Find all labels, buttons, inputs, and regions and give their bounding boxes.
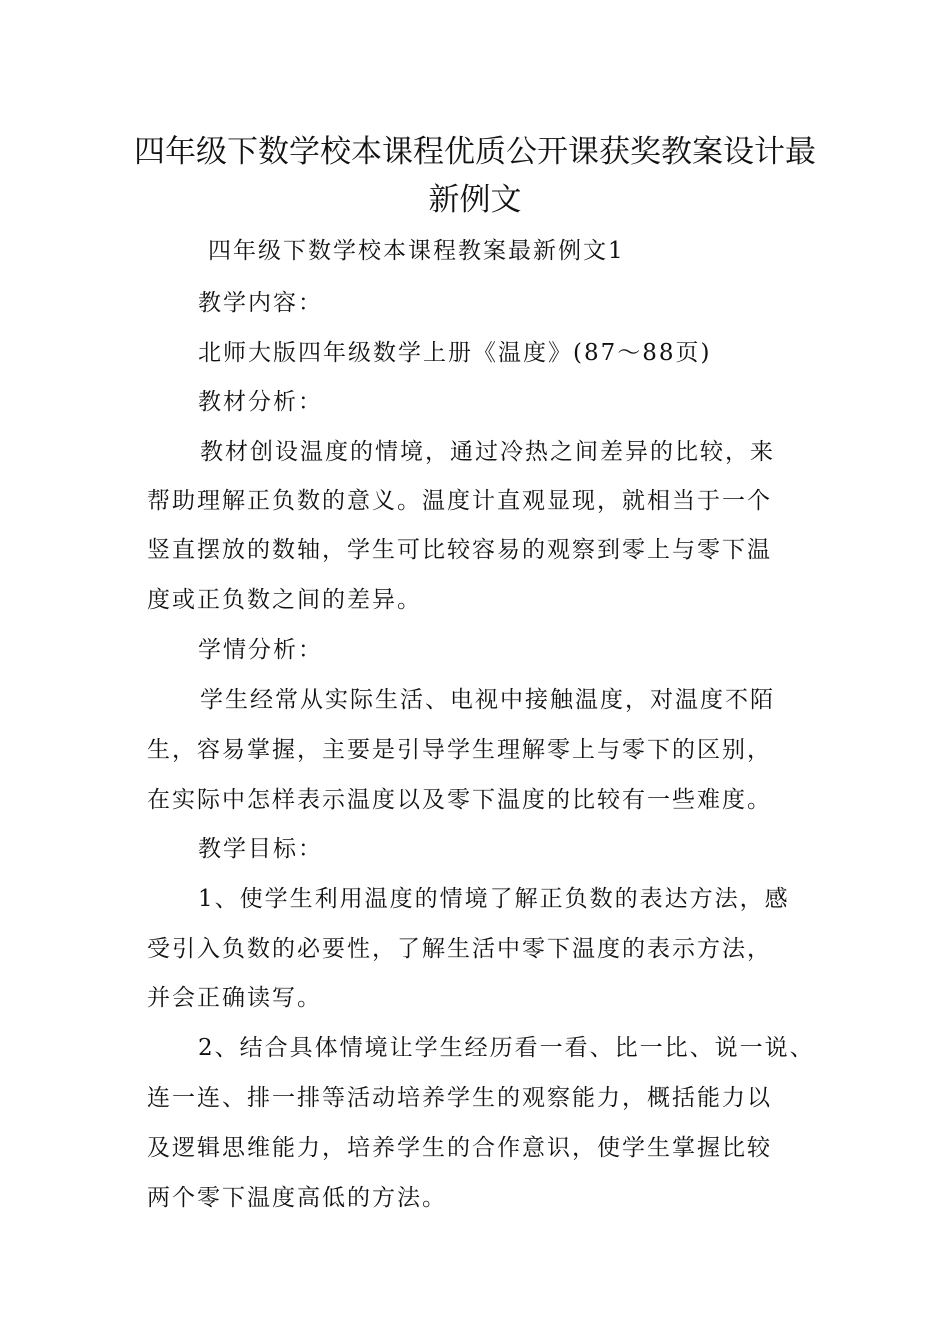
- heading-teaching-content: 教学内容：: [198, 290, 323, 316]
- body-line: 在实际中怎样表示温度以及零下温度的比较有一些难度。: [147, 787, 772, 813]
- body-line: 教材创设温度的情境，通过冷热之间差异的比较，来: [200, 439, 775, 465]
- subtitle-line: 四年级下数学校本课程教案最新例文1: [208, 238, 625, 264]
- body-line: 并会正确读写。: [147, 985, 322, 1011]
- body-line: 帮助理解正负数的意义。温度计直观显现，就相当于一个: [147, 488, 772, 514]
- body-line: 2、结合具体情境让学生经历看一看、比一比、说一说、: [198, 1035, 815, 1061]
- body-line: 生，容易掌握，主要是引导学生理解零上与零下的区别，: [147, 737, 772, 763]
- heading-material-analysis: 教材分析：: [198, 389, 323, 415]
- body-line: 及逻辑思维能力，培养学生的合作意识，使学生掌握比较: [147, 1135, 772, 1161]
- heading-student-analysis: 学情分析：: [198, 637, 323, 663]
- body-line: 1、使学生利用温度的情境了解正负数的表达方法，感: [198, 886, 790, 912]
- document-title: 四年级下数学校本课程优质公开课获奖教案设计最新例文: [134, 134, 816, 218]
- body-line: 学生经常从实际生活、电视中接触温度，对温度不陌: [200, 687, 775, 713]
- body-line: 竖直摆放的数轴，学生可比较容易的观察到零上与零下温: [147, 537, 772, 563]
- body-line: 连一连、排一排等活动培养学生的观察能力，概括能力以: [147, 1085, 772, 1111]
- heading-teaching-goals: 教学目标：: [198, 836, 323, 862]
- body-line: 度或正负数之间的差异。: [147, 587, 422, 613]
- body-line: 两个零下温度高低的方法。: [147, 1185, 447, 1211]
- body-line: 北师大版四年级数学上册《温度》(87～88页): [198, 340, 712, 366]
- body-line: 受引入负数的必要性，了解生活中零下温度的表示方法，: [147, 936, 772, 962]
